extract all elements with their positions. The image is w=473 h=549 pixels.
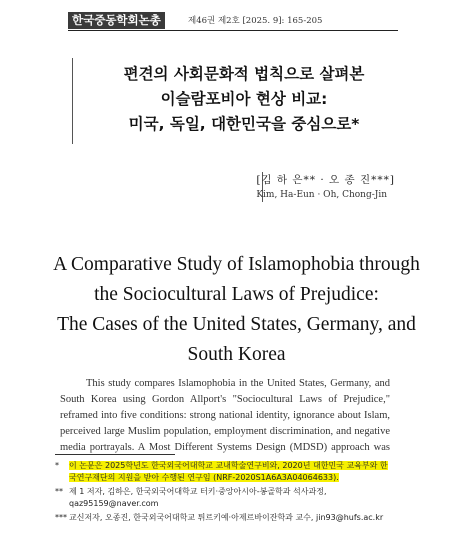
footnote-funding-line-2: 국연구재단의 지원을 받아 수행된 연구임 (NRF-2020S1A6A3A04064633). (69, 473, 339, 482)
footnote-rule (55, 454, 175, 455)
footnote-mark: ** (55, 487, 63, 496)
footnote-funding-line-1: 이 논문은 2025학년도 한국외국어대학교 교내학술연구비와, 2020년 대한민국 교육부와 한 (69, 461, 388, 470)
english-title-line-1: A Comparative Study of Islamophobia through (53, 254, 420, 275)
korean-title (84, 62, 404, 137)
footnote-mark: *** (55, 513, 67, 522)
english-title-line-2: the Sociocultural Laws of Prejudice: (94, 284, 379, 305)
authors-korean: [김 하 은** · 오 종 진***] (256, 174, 395, 186)
authors-block (256, 172, 395, 200)
korean-title-line-1: 편견의 사회문화적 법칙으로 살펴본 (123, 65, 365, 83)
korean-title-line-2: 이슬람포비아 현상 비교: (160, 90, 328, 108)
abstract-line-1: This study compares Islamophobia in the United States, Germany, and (86, 378, 390, 389)
volume-info: 제46권 제2호 [2025. 9]: 165-205 (188, 16, 323, 26)
korean-title-line-3: 미국, 독일, 대한민국을 중심으로* (128, 115, 360, 133)
english-title (40, 250, 433, 370)
footnote-corresponding-author (55, 512, 400, 524)
english-title-line-4: South Korea (187, 344, 286, 365)
title-side-rule (72, 58, 73, 144)
footnote-first-author (55, 486, 400, 510)
abstract-line-2: South Korea using Gordon Allport's "Sociocultural Laws of Prejudice," (60, 394, 390, 405)
footnote-corresponding-author-line-1: 교신저자, 오종진, 한국외국어대학교 튀르키예·아제르바이잔학과 교수, jin93@hufs.ac.kr (69, 513, 384, 522)
journal-header (68, 12, 398, 31)
abstract-line-5: media portrayals. A Most Different Systems Design (MDSD) approach was (60, 442, 390, 453)
authors-english: Kim, Ha-Eun · Oh, Chong-Jin (256, 190, 388, 200)
footnote-first-author-line-2: qaz95159@naver.com (69, 499, 159, 508)
footnotes (55, 460, 400, 526)
footnote-first-author-line-1: 제 1 저자, 김하은, 한국외국어대학교 터키·중앙아시아-봉골학과 석사과정, (69, 487, 327, 496)
abstract-line-4: perceived large Muslim population, employment discrimination, and negative (60, 426, 390, 437)
journal-name: 한국중동학회논총 (68, 12, 165, 29)
abstract (60, 376, 390, 456)
footnote-mark: * (55, 461, 59, 470)
abstract-line-3: reframed into five conditions: strong national identity, ignorance about Islam, (60, 410, 390, 421)
footnote-funding (55, 460, 400, 484)
english-title-line-3: The Cases of the United States, Germany, and (57, 314, 416, 335)
